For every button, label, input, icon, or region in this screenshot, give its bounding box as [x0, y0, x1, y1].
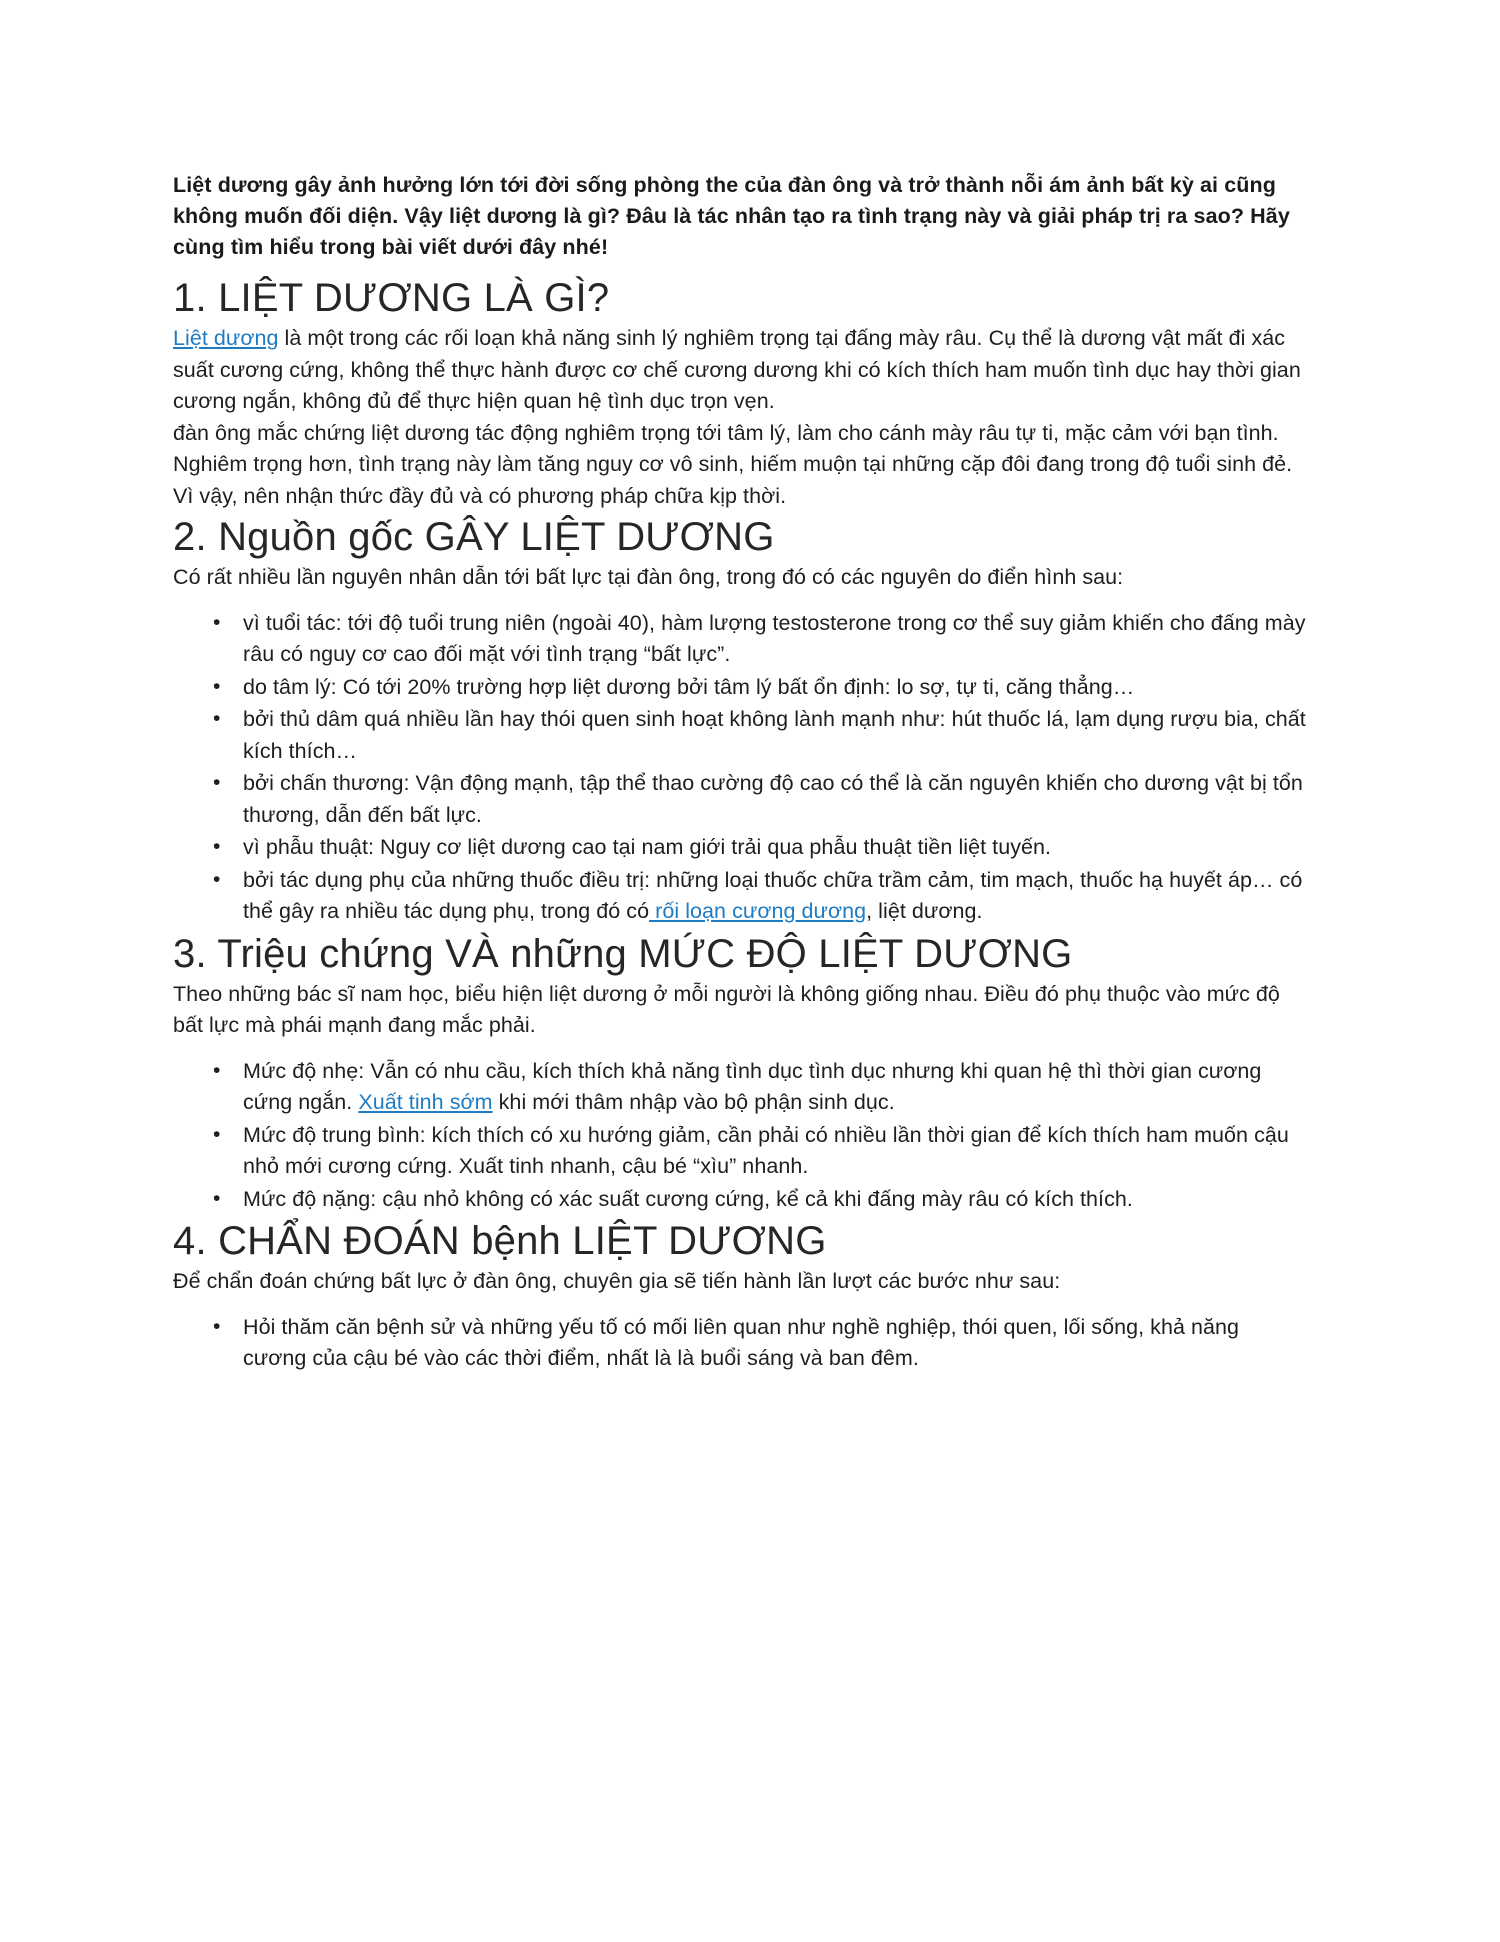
section-3-list	[173, 1056, 1306, 1216]
section-2-list	[173, 608, 1306, 928]
heading-section-3: 3. Triệu chứng VÀ những MỨC ĐỘ LIỆT DƯƠNG	[173, 931, 1073, 976]
list-item: • vì tuổi tác: tới độ tuổi trung niên (ngoài 40), hàm lượng testosterone trong cơ thể suy giảm khiến cho đấng mày râu có nguy cơ cao đối mặt với tình trạng “bất lực”.	[243, 608, 1306, 671]
section-4-list	[173, 1312, 1306, 1375]
section-4-intro: Để chẩn đoán chứng bất lực ở đàn ông, chuyên gia sẽ tiến hành lần lượt các bước như sau:	[173, 1269, 1061, 1293]
list-item-text-after-link: khi mới thâm nhập vào bộ phận sinh dục.	[492, 1090, 895, 1114]
list-item-text-before-link: Mức độ nhẹ: Vẫn có nhu cầu, kích thích khả năng tình dục tình dục nhưng khi quan hệ thì thời gian cương cứng ngắn.	[243, 1058, 1262, 1114]
list-item: • Hỏi thăm căn bệnh sử và những yếu tố có mối liên quan như nghề nghiệp, thói quen, lối sống, khả năng cương của cậu bé vào các thời điểm, nhất là là buổi sáng và ban đêm.	[243, 1312, 1306, 1375]
list-item: • do tâm lý: Có tới 20% trường hợp liệt dương bởi tâm lý bất ổn định: lo sợ, tự ti, căng thẳng…	[243, 672, 1306, 704]
list-item	[243, 865, 1306, 928]
list-item: • bởi chấn thương: Vận động mạnh, tập thể thao cường độ cao có thể là căn nguyên khiến cho dương vật bị tổn thương, dẫn đến bất lực.	[243, 768, 1306, 831]
list-item-text-before-link: bởi tác dụng phụ của những thuốc điều trị: những loại thuốc chữa trầm cảm, tim mạch, thuốc hạ huyết áp… có thể gây ra nhiều tác dụng phụ, trong đó có	[243, 867, 1303, 923]
document-content	[173, 170, 1306, 1376]
heading-section-2: 2. Nguồn gốc GÂY LIỆT DƯƠNG	[173, 515, 775, 559]
list-item: • Mức độ trung bình: kích thích có xu hướng giảm, cần phải có nhiều lần thời gian để kích thích ham muốn cậu nhỏ mới cương cứng. Xuất tinh nhanh, cậu bé “xìu” nhanh.	[243, 1120, 1306, 1183]
link-xuat-tinh-som[interactable]: Xuất tinh sớm	[358, 1090, 493, 1114]
list-item: • bởi thủ dâm quá nhiều lần hay thói quen sinh hoạt không lành mạnh như: hút thuốc lá, lạm dụng rượu bia, chất kích thích…	[243, 704, 1306, 767]
section-1-paragraph-1-rest: là một trong các rối loạn khả năng sinh lý nghiêm trọng tại đấng mày râu. Cụ thể là dương vật mất đi xác suất cương cứng, không thể thực hành được cơ chế cương dương khi có kích thích ham muốn tình dục hay thời gian cương ngắn, không đủ để thực hiện quan hệ tình dục trọn vẹn.	[173, 326, 1301, 413]
link-liet-duong[interactable]: Liệt dương	[173, 326, 279, 350]
lead-paragraph: Liệt dương gây ảnh hưởng lớn tới đời sống phòng the của đàn ông và trở thành nỗi ám ảnh bất kỳ ai cũng không muốn đối diện. Vậy liệt dương là gì? Đâu là tác nhân tạo ra tình trạng này và giải pháp trị ra sao? Hãy cùng tìm hiểu trong bài viết dưới đây nhé!	[173, 173, 1290, 259]
list-item	[243, 1056, 1306, 1119]
list-item-text-after-link: , liệt dương.	[866, 899, 983, 923]
heading-section-1: 1. LIỆT DƯƠNG LÀ GÌ?	[173, 276, 610, 320]
heading-section-4: 4. CHẨN ĐOÁN bệnh LIỆT DƯƠNG	[173, 1219, 827, 1263]
section-3-intro: Theo những bác sĩ nam học, biểu hiện liệt dương ở mỗi người là không giống nhau. Điều đó phụ thuộc vào mức độ bất lực mà phái mạnh đang mắc phải.	[173, 981, 1280, 1037]
list-item: • vì phẫu thuật: Nguy cơ liệt dương cao tại nam giới trải qua phẫu thuật tiền liệt tuyến.	[243, 832, 1306, 864]
list-item: • Mức độ nặng: cậu nhỏ không có xác suất cương cứng, kể cả khi đấng mày râu có kích thích.	[243, 1184, 1306, 1216]
link-roi-loan-cuong-duong[interactable]: rối loạn cương dương	[649, 899, 867, 923]
section-1-paragraph-2: đàn ông mắc chứng liệt dương tác động nghiêm trọng tới tâm lý, làm cho cánh mày râu tự ti, mặc cảm với bạn tình. Nghiêm trọng hơn, tình trạng này làm tăng nguy cơ vô sinh, hiếm muộn tại những cặp đôi đang trong độ tuổi sinh đẻ. Vì vậy, nên nhận thức đầy đủ và có phương pháp chữa kịp thời.	[173, 420, 1293, 508]
section-1-paragraph-1	[173, 323, 1306, 418]
section-2-intro: Có rất nhiều lần nguyên nhân dẫn tới bất lực tại đàn ông, trong đó có các nguyên do điển hình sau:	[173, 565, 1124, 589]
